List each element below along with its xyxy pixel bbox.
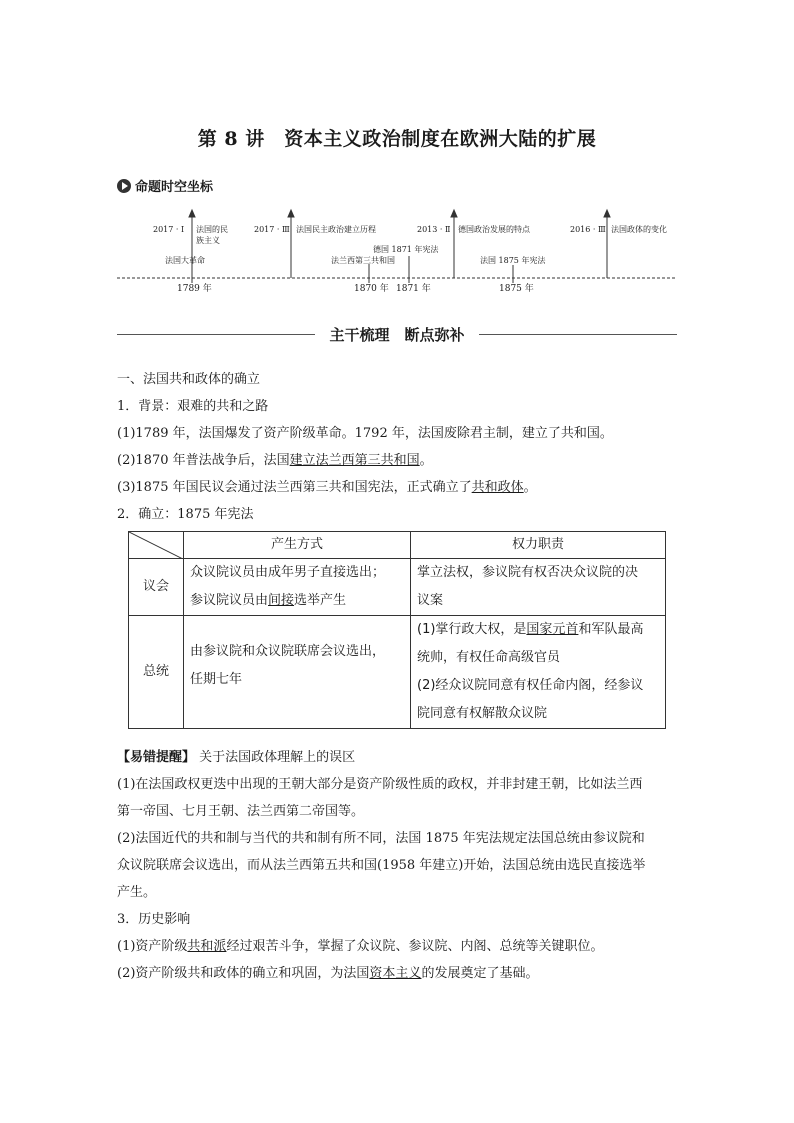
item-1-line: (3)1875 年国民议会通过法兰西第三共和国宪法，正式确立了共和政体。	[117, 480, 537, 495]
constitution-table	[128, 531, 666, 729]
tip-line: 产生。	[117, 885, 157, 900]
timeline-topic-label: 法国政体的变化	[611, 225, 667, 234]
timeline-topic-label: 法国民主政治建立历程	[296, 225, 376, 234]
key-term: 国家元首	[526, 622, 579, 637]
tip-line: 第一帝国、七月王朝、法兰西第二帝国等。	[117, 804, 365, 819]
table-cell: 由参议院和众议院联席会议选出， 任期七年	[184, 616, 411, 729]
timeline-exam-label: 2013 · Ⅱ	[417, 225, 451, 234]
timeline-topic-label: 法国的民	[196, 225, 228, 234]
item-1-line: (1)1789 年，法国爆发了资产阶级革命。1792 年，法国废除君主制，建立了共和国。	[117, 426, 613, 441]
section-body-3	[117, 906, 679, 987]
divider-title: 主干梳理 断点弥补	[315, 326, 478, 344]
timeline-event: 法国大革命	[165, 256, 205, 265]
table-row	[129, 559, 666, 616]
row-label: 议会	[129, 559, 184, 616]
table-row	[129, 616, 666, 729]
timeline-year: 1871 年	[396, 284, 431, 294]
item-3-line: (1)资产阶级共和派经过艰苦斗争，掌握了众议院、参议院、内阁、总统等关键职位。	[117, 939, 604, 954]
table-cell: (1)掌行政大权，是国家元首和军队最高 统帅，有权任命高级官员 (2)经众议院同意有权任命内阁，经参议 院同意有权解散众议院	[411, 616, 666, 729]
timeline-year: 1875 年	[499, 284, 534, 294]
table-header: 产生方式	[184, 532, 411, 559]
item-3-title: 3．历史影响	[117, 912, 191, 927]
section-label	[117, 176, 213, 195]
tip-line: (2)法国近代的共和制与当代的共和制有所不同，法国 1875 年宪法规定法国总统由参议院和	[117, 831, 645, 846]
key-term: 间接	[268, 593, 295, 608]
tip-title: 关于法国政体理解上的误区	[199, 750, 356, 765]
heading-1: 一、法国共和政体的确立	[117, 372, 261, 387]
item-1-title: 1．背景：艰难的共和之路	[117, 399, 269, 414]
timeline-exam-label: 2016 · Ⅲ	[570, 225, 606, 234]
table-cell: 掌立法权，参议院有权否决众议院的决 议案	[411, 559, 666, 616]
timeline-topic-label: 族主义	[196, 236, 220, 245]
table-header: 权力职责	[411, 532, 666, 559]
timeline-year: 1789 年	[177, 284, 212, 294]
timeline-topic-label: 德国政治发展的特点	[458, 225, 530, 234]
key-term: 建立法兰西第三共和国	[289, 453, 420, 468]
item-2-title: 2．确立：1875 年宪法	[117, 507, 254, 522]
key-term: 共和政体	[471, 480, 524, 495]
section-body-1	[117, 366, 679, 528]
timeline-exam-label: 2017 · Ⅲ	[254, 225, 290, 234]
section-divider	[117, 324, 677, 344]
tip-label: 【易错提醒】	[117, 750, 196, 765]
tip-box	[117, 744, 679, 906]
section-label-text: 命题时空坐标	[135, 180, 214, 195]
page-title: 第 8 讲 资本主义政治制度在欧洲大陆的扩展	[197, 128, 597, 150]
table-cell: 众议院议员由成年男子直接选出； 参议院议员由间接选举产生	[184, 559, 411, 616]
timeline-event: 法国 1875 年宪法	[480, 256, 546, 265]
key-term: 共和派	[187, 939, 227, 954]
timeline-event: 德国 1871 年宪法	[373, 245, 439, 254]
tip-line: 众议院联席会议选出，而从法兰西第五共和国(1958 年建立)开始，法国总统由选民直接选举	[117, 858, 646, 873]
timeline-event: 法兰西第三共和国	[331, 256, 395, 265]
row-label: 总统	[129, 616, 184, 729]
timeline-exam-label: 2017 · Ⅰ	[153, 225, 185, 234]
item-1-line: (2)1870 年普法战争后，法国建立法兰西第三共和国。	[117, 453, 433, 468]
play-circle-icon	[117, 179, 131, 193]
tip-line: (1)在法国政权更迭中出现的王朝大部分是资产阶级性质的政权，并非封建王朝，比如法兰西	[117, 777, 643, 792]
timeline-year: 1870 年	[354, 284, 389, 294]
item-3-line: (2)资产阶级共和政体的确立和巩固，为法国资本主义的发展奠定了基础。	[117, 966, 539, 981]
key-term: 资本主义	[369, 966, 422, 981]
table-corner	[129, 532, 184, 559]
